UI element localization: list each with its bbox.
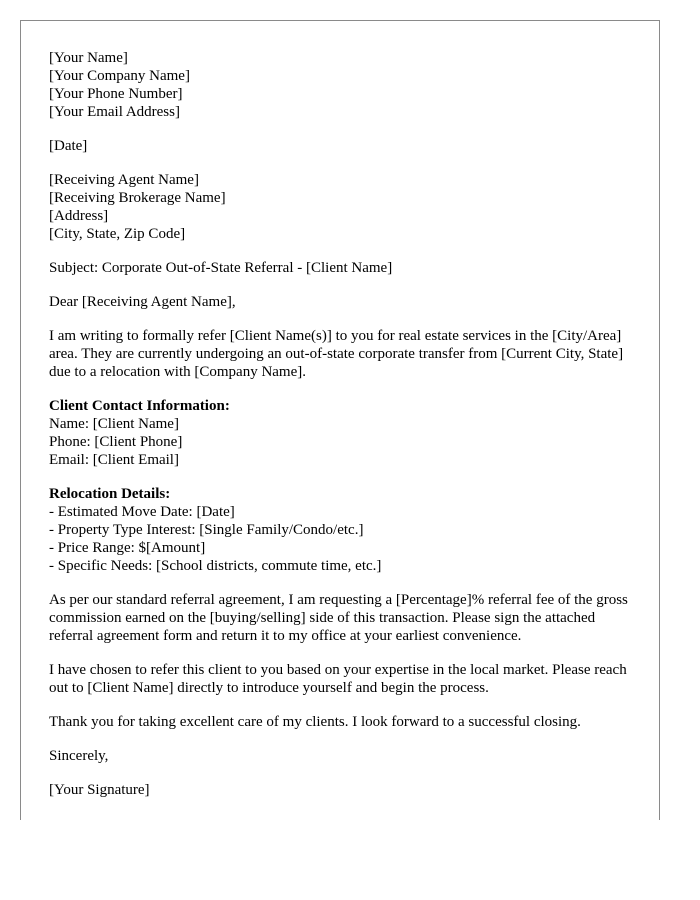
- sender-block: [49, 49, 639, 121]
- sender-company: [Your Company Name]: [49, 68, 190, 84]
- thanks-paragraph: Thank you for taking excellent care of my clients. I look forward to a successful closing.: [49, 714, 581, 730]
- recipient-brokerage: [Receiving Brokerage Name]: [49, 190, 226, 206]
- relocation-item: - Estimated Move Date: [Date]: [49, 504, 235, 520]
- subject-line: Subject: Corporate Out-of-State Referral - [Client Name]: [49, 260, 393, 276]
- sender-name: [Your Name]: [49, 50, 128, 66]
- sender-email: [Your Email Address]: [49, 104, 180, 120]
- relocation-section: [49, 485, 639, 575]
- sender-phone: [Your Phone Number]: [49, 86, 183, 102]
- relocation-item: - Property Type Interest: [Single Family/Condo/etc.]: [49, 522, 364, 538]
- closing: Sincerely,: [49, 748, 109, 764]
- intro-paragraph: I am writing to formally refer [Client Name(s)] to you for real estate services in the [City/Area] area. They are currently undergoing an out-of-state corporate transfer from [Current City, State] due to a relocation with [Company Name].: [49, 328, 624, 380]
- client-contact-heading: Client Contact Information:: [49, 398, 230, 414]
- recipient-city-state-zip: [City, State, Zip Code]: [49, 226, 186, 242]
- letter-page: [20, 20, 660, 820]
- client-contact-section: [49, 397, 639, 469]
- client-email: Email: [Client Email]: [49, 452, 179, 468]
- fee-paragraph: As per our standard referral agreement, I am requesting a [Percentage]% referral fee of the gross commission earned on the [buying/selling] side of this transaction. Please sign the attached referral agreement form and return it to my office at your earliest convenience.: [49, 592, 628, 644]
- date-block: [49, 137, 639, 155]
- reason-paragraph: I have chosen to refer this client to you based on your expertise in the local market. Please reach out to [Client Name] directly to introduce yourself and begin the process.: [49, 662, 627, 696]
- client-name: Name: [Client Name]: [49, 416, 179, 432]
- relocation-item: - Price Range: $[Amount]: [49, 540, 206, 556]
- client-phone: Phone: [Client Phone]: [49, 434, 183, 450]
- recipient-agent-name: [Receiving Agent Name]: [49, 172, 199, 188]
- relocation-item: - Specific Needs: [School districts, commute time, etc.]: [49, 558, 382, 574]
- letter-date: [Date]: [49, 138, 88, 154]
- recipient-address: [Address]: [49, 208, 109, 224]
- relocation-heading: Relocation Details:: [49, 486, 171, 502]
- salutation: Dear [Receiving Agent Name],: [49, 294, 236, 310]
- recipient-block: [49, 171, 639, 243]
- letter-body: [49, 49, 639, 815]
- signature: [Your Signature]: [49, 782, 150, 798]
